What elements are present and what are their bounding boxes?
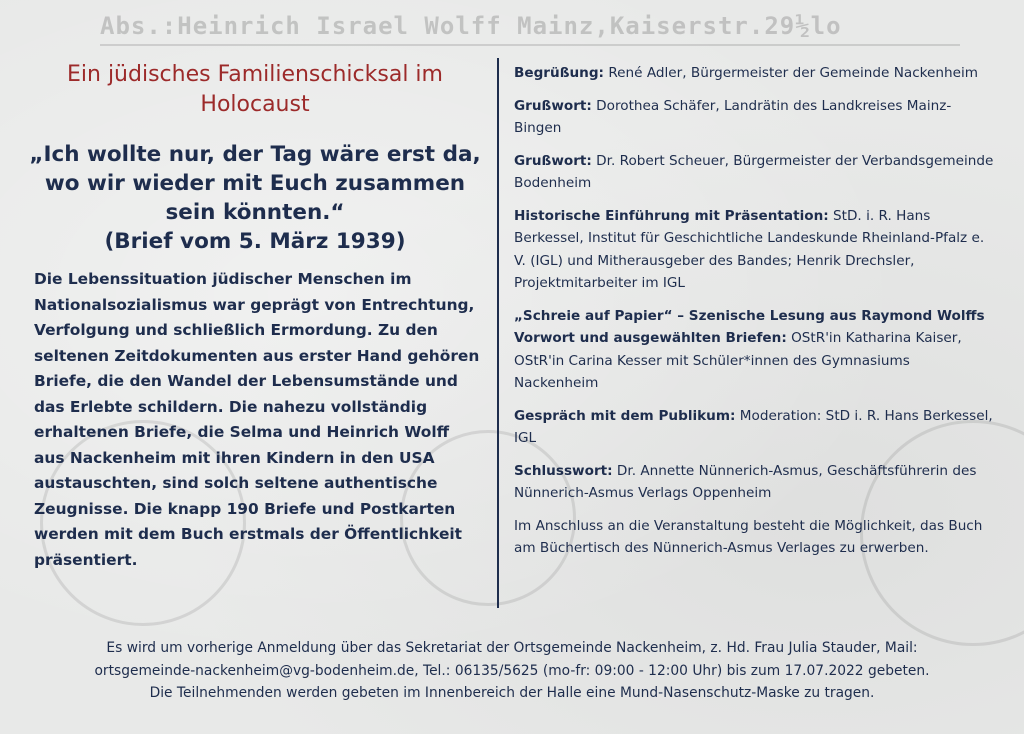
footer-line: ortsgemeinde-nackenheim@vg-bodenheim.de, Tel.: 06135/5625 (mo-fr: 09:00 - 12:00 Uhr) bis zum 17.07.2022 gebeten. bbox=[94, 662, 930, 679]
program-item bbox=[514, 405, 994, 450]
envelope-rule bbox=[100, 44, 960, 46]
envelope-sender-address: Abs.:Heinrich Israel Wolff Mainz,Kaiserstr.29½lo bbox=[100, 12, 842, 40]
program-item bbox=[514, 515, 994, 560]
letter-quote: „Ich wollte nur, der Tag wäre erst da, wo wir wieder mit Euch zusammen sein könnten.“ bbox=[29, 142, 481, 225]
footer-line: Es wird um vorherige Anmeldung über das Sekretariat der Ortsgemeinde Nackenheim, z. Hd. Frau Julia Stauder, Mail: bbox=[106, 640, 918, 656]
left-column bbox=[20, 60, 490, 573]
program-item-text: René Adler, Bürgermeister der Gemeinde Nackenheim bbox=[604, 65, 979, 81]
program-item-label: Begrüßung: bbox=[514, 65, 604, 81]
registration-footer bbox=[20, 637, 1004, 705]
program-item-text: OStR'in Katharina Kaiser, OStR'in Carina Kesser mit Schüler*innen des Gymnasiums Nackenheim bbox=[514, 330, 962, 391]
footer-line: Die Teilnehmenden werden gebeten im Innenbereich der Halle eine Mund-Nasenschutz-Maske zu tragen. bbox=[149, 685, 875, 701]
program-item bbox=[514, 150, 994, 195]
program-item-text: Moderation: StD i. R. Hans Berkessel, IGL bbox=[514, 407, 993, 446]
program-item-label: Gespräch mit dem Publikum: bbox=[514, 407, 736, 424]
event-title: Ein jüdisches Familienschicksal im Holocaust bbox=[67, 62, 443, 117]
program-item-text: Dr. Annette Nünnerich-Asmus, Geschäftsführerin des Nünnerich-Asmus Verlags Oppenheim bbox=[514, 462, 977, 501]
program-item-label: „Schreie auf Papier“ – Szenische Lesung aus Raymond Wolffs Vorwort und ausgewählten Briefen: bbox=[514, 307, 985, 346]
program-item bbox=[514, 95, 994, 140]
intro-paragraph: Die Lebenssituation jüdischer Menschen im Nationalsozialismus war geprägt von Entrechtung, Verfolgung und schließlich Ermordung. Zu den seltenen Zeitdokumenten aus erster Hand gehören Briefe, die den Wandel der Lebensumstände und das Erlebte schildern. Die nahezu vollständig erhaltenen Briefe, die Selma und Heinrich Wolff aus Nackenheim mit ihren Kindern in den USA austauschten, sind solch seltene authentische Zeugnisse. Die knapp 190 Briefe und Postkarten werden mit dem Buch erstmals der Öffentlichkeit präsentiert. bbox=[34, 270, 480, 569]
program-item-text: Dr. Robert Scheuer, Bürgermeister der Verbandsgemeinde Bodenheim bbox=[514, 152, 994, 191]
program-item bbox=[514, 460, 994, 505]
quote-source: (Brief vom 5. März 1939) bbox=[104, 229, 406, 254]
program-item bbox=[514, 205, 994, 295]
program-item-label: Grußwort: bbox=[514, 152, 592, 169]
program-item-label: Grußwort: bbox=[514, 97, 592, 114]
program-item bbox=[514, 305, 994, 395]
column-divider bbox=[497, 58, 499, 608]
program-item-text: Im Anschluss an die Veranstaltung besteht die Möglichkeit, das Buch am Büchertisch des Nünnerich-Asmus Verlages zu erwerben. bbox=[514, 517, 983, 556]
program-item-text: Dorothea Schäfer, Landrätin des Landkreises Mainz-Bingen bbox=[514, 97, 952, 136]
program-item-text: StD. i. R. Hans Berkessel, Institut für Geschichtliche Landeskunde Rheinland-Pfalz e. V. (IGL) und Mitherausgeber des Bandes; Henrik Drechsler, Projektmitarbeiter im IGL bbox=[514, 207, 985, 291]
program-list bbox=[514, 62, 994, 570]
program-item bbox=[514, 62, 994, 85]
program-item-label: Schlusswort: bbox=[514, 462, 613, 479]
program-item-label: Historische Einführung mit Präsentation: bbox=[514, 207, 829, 224]
